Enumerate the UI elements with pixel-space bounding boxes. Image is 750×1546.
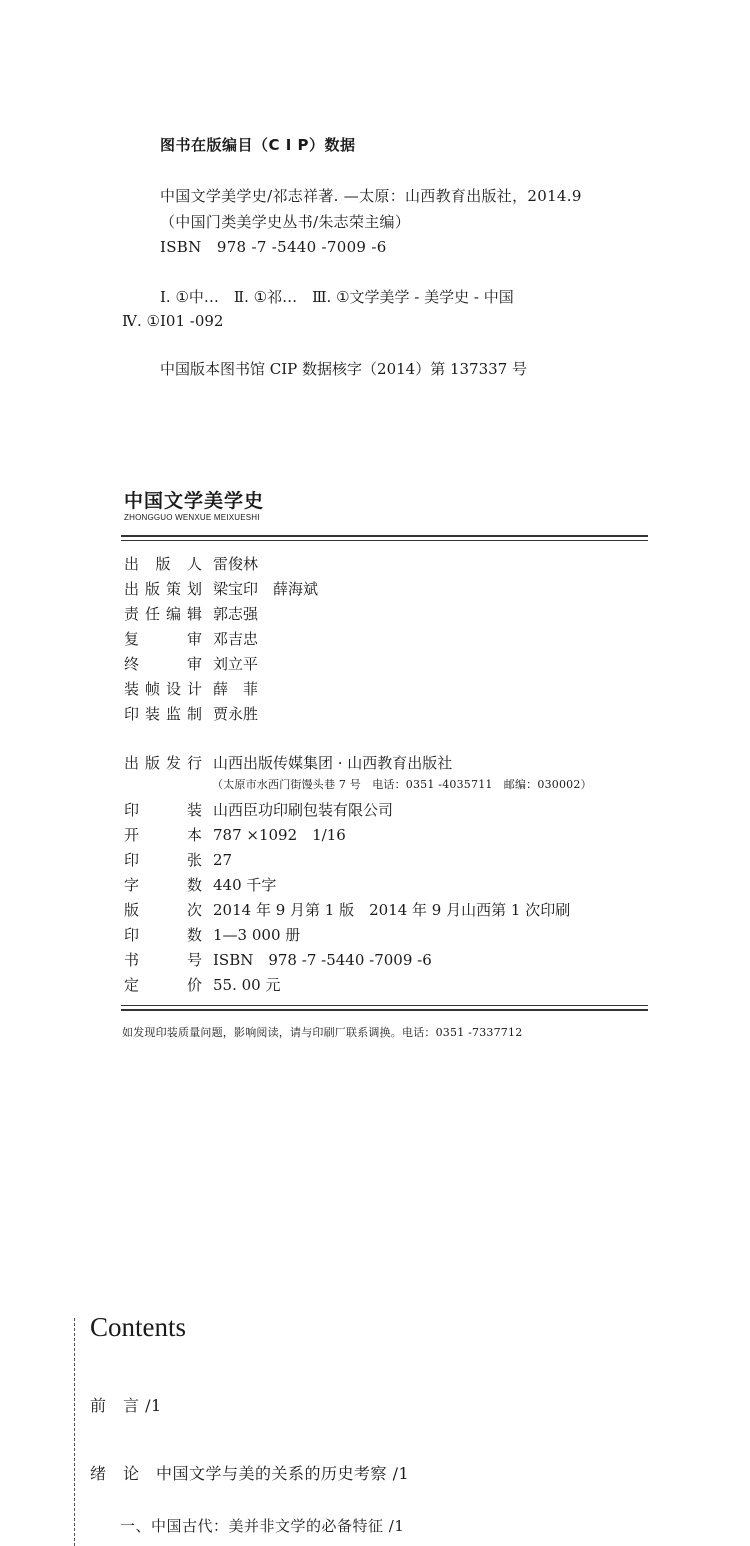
credit-label: 终审	[124, 655, 202, 673]
contents-heading: Contents	[90, 1312, 187, 1342]
spec-label: 定价	[124, 976, 202, 994]
divider-top-1	[121, 535, 648, 537]
spec-label: 印数	[124, 926, 202, 944]
cip-verification-number: 中国版本图书馆 CIP 数据核字（2014）第 137337 号	[160, 360, 528, 378]
credit-label: 责任编辑	[124, 605, 202, 623]
toc-entry: 一、中国古代：美并非文学的必备特征 /1	[120, 1517, 405, 1535]
spec-value: 2014 年 9 月第 1 版 2014 年 9 月山西第 1 次印刷	[213, 901, 571, 919]
cip-isbn-line: ISBN 978 -7 -5440 -7009 -6	[160, 238, 387, 256]
credit-value: 雷俊林	[213, 555, 259, 573]
spec-label: 开本	[124, 826, 202, 844]
divider-top-2	[121, 540, 648, 541]
spec-label: 版次	[124, 901, 202, 919]
credit-label: 复审	[124, 630, 202, 648]
publisher-label: 出版发行	[124, 754, 202, 772]
credit-label: 出版人	[124, 555, 202, 573]
spec-value: 440 千字	[213, 876, 277, 894]
spec-label: 印张	[124, 851, 202, 869]
book-title: 中国文学美学史	[124, 490, 265, 512]
print-quality-notice: 如发现印装质量问题，影响阅读，请与印刷厂联系调换。电话：0351 -7337712	[122, 1026, 523, 1039]
cip-classification-line-2: Ⅳ. ①I01 -092	[122, 312, 224, 330]
credit-value: 郭志强	[213, 605, 259, 623]
credit-value: 邓吉忠	[213, 630, 259, 648]
spec-label: 字数	[124, 876, 202, 894]
book-title-pinyin: ZHONGGUO WENXUE MEIXUESHI	[124, 513, 260, 522]
divider-bottom-1	[121, 1005, 648, 1006]
credit-value: 刘立平	[213, 655, 259, 673]
publisher-address: （太原市水西门街馒头巷 7 号 电话：0351 -4035711 邮编：030002）	[212, 778, 592, 791]
credit-label: 装帧设计	[124, 680, 202, 698]
publisher-value: 山西出版传媒集团 · 山西教育出版社	[213, 754, 453, 772]
toc-entry: 前 言 /1	[90, 1396, 162, 1415]
contents-margin-line	[74, 1318, 75, 1546]
cip-bibliographic-line: 中国文学美学史/祁志祥著. —太原：山西教育出版社，2014.9	[160, 187, 582, 205]
divider-bottom-2	[121, 1009, 648, 1011]
spec-value: 山西臣功印刷包装有限公司	[213, 801, 394, 819]
spec-value: 55. 00 元	[213, 976, 281, 994]
credit-label: 出版策划	[124, 580, 202, 598]
spec-value: 787 ×1092 1/16	[213, 826, 346, 844]
credit-value: 贾永胜	[213, 705, 259, 723]
cip-heading: 图书在版编目（C I P）数据	[160, 136, 356, 154]
toc-entry: 绪 论 中国文学与美的关系的历史考察 /1	[90, 1464, 410, 1483]
cip-classification-line-1: Ⅰ. ①中… Ⅱ. ①祁… Ⅲ. ①文学美学 - 美学史 - 中国	[160, 288, 514, 306]
spec-value: 27	[213, 851, 233, 869]
spec-label: 印装	[124, 801, 202, 819]
credit-value: 薛 菲	[213, 680, 259, 698]
credit-label: 印装监制	[124, 705, 202, 723]
cip-series-line: （中国门类美学史丛书/朱志荣主编）	[160, 213, 411, 231]
credit-value: 梁宝印 薛海斌	[213, 580, 319, 598]
spec-label: 书号	[124, 951, 202, 969]
spec-value: 1—3 000 册	[213, 926, 301, 944]
spec-value: ISBN 978 -7 -5440 -7009 -6	[213, 951, 432, 969]
